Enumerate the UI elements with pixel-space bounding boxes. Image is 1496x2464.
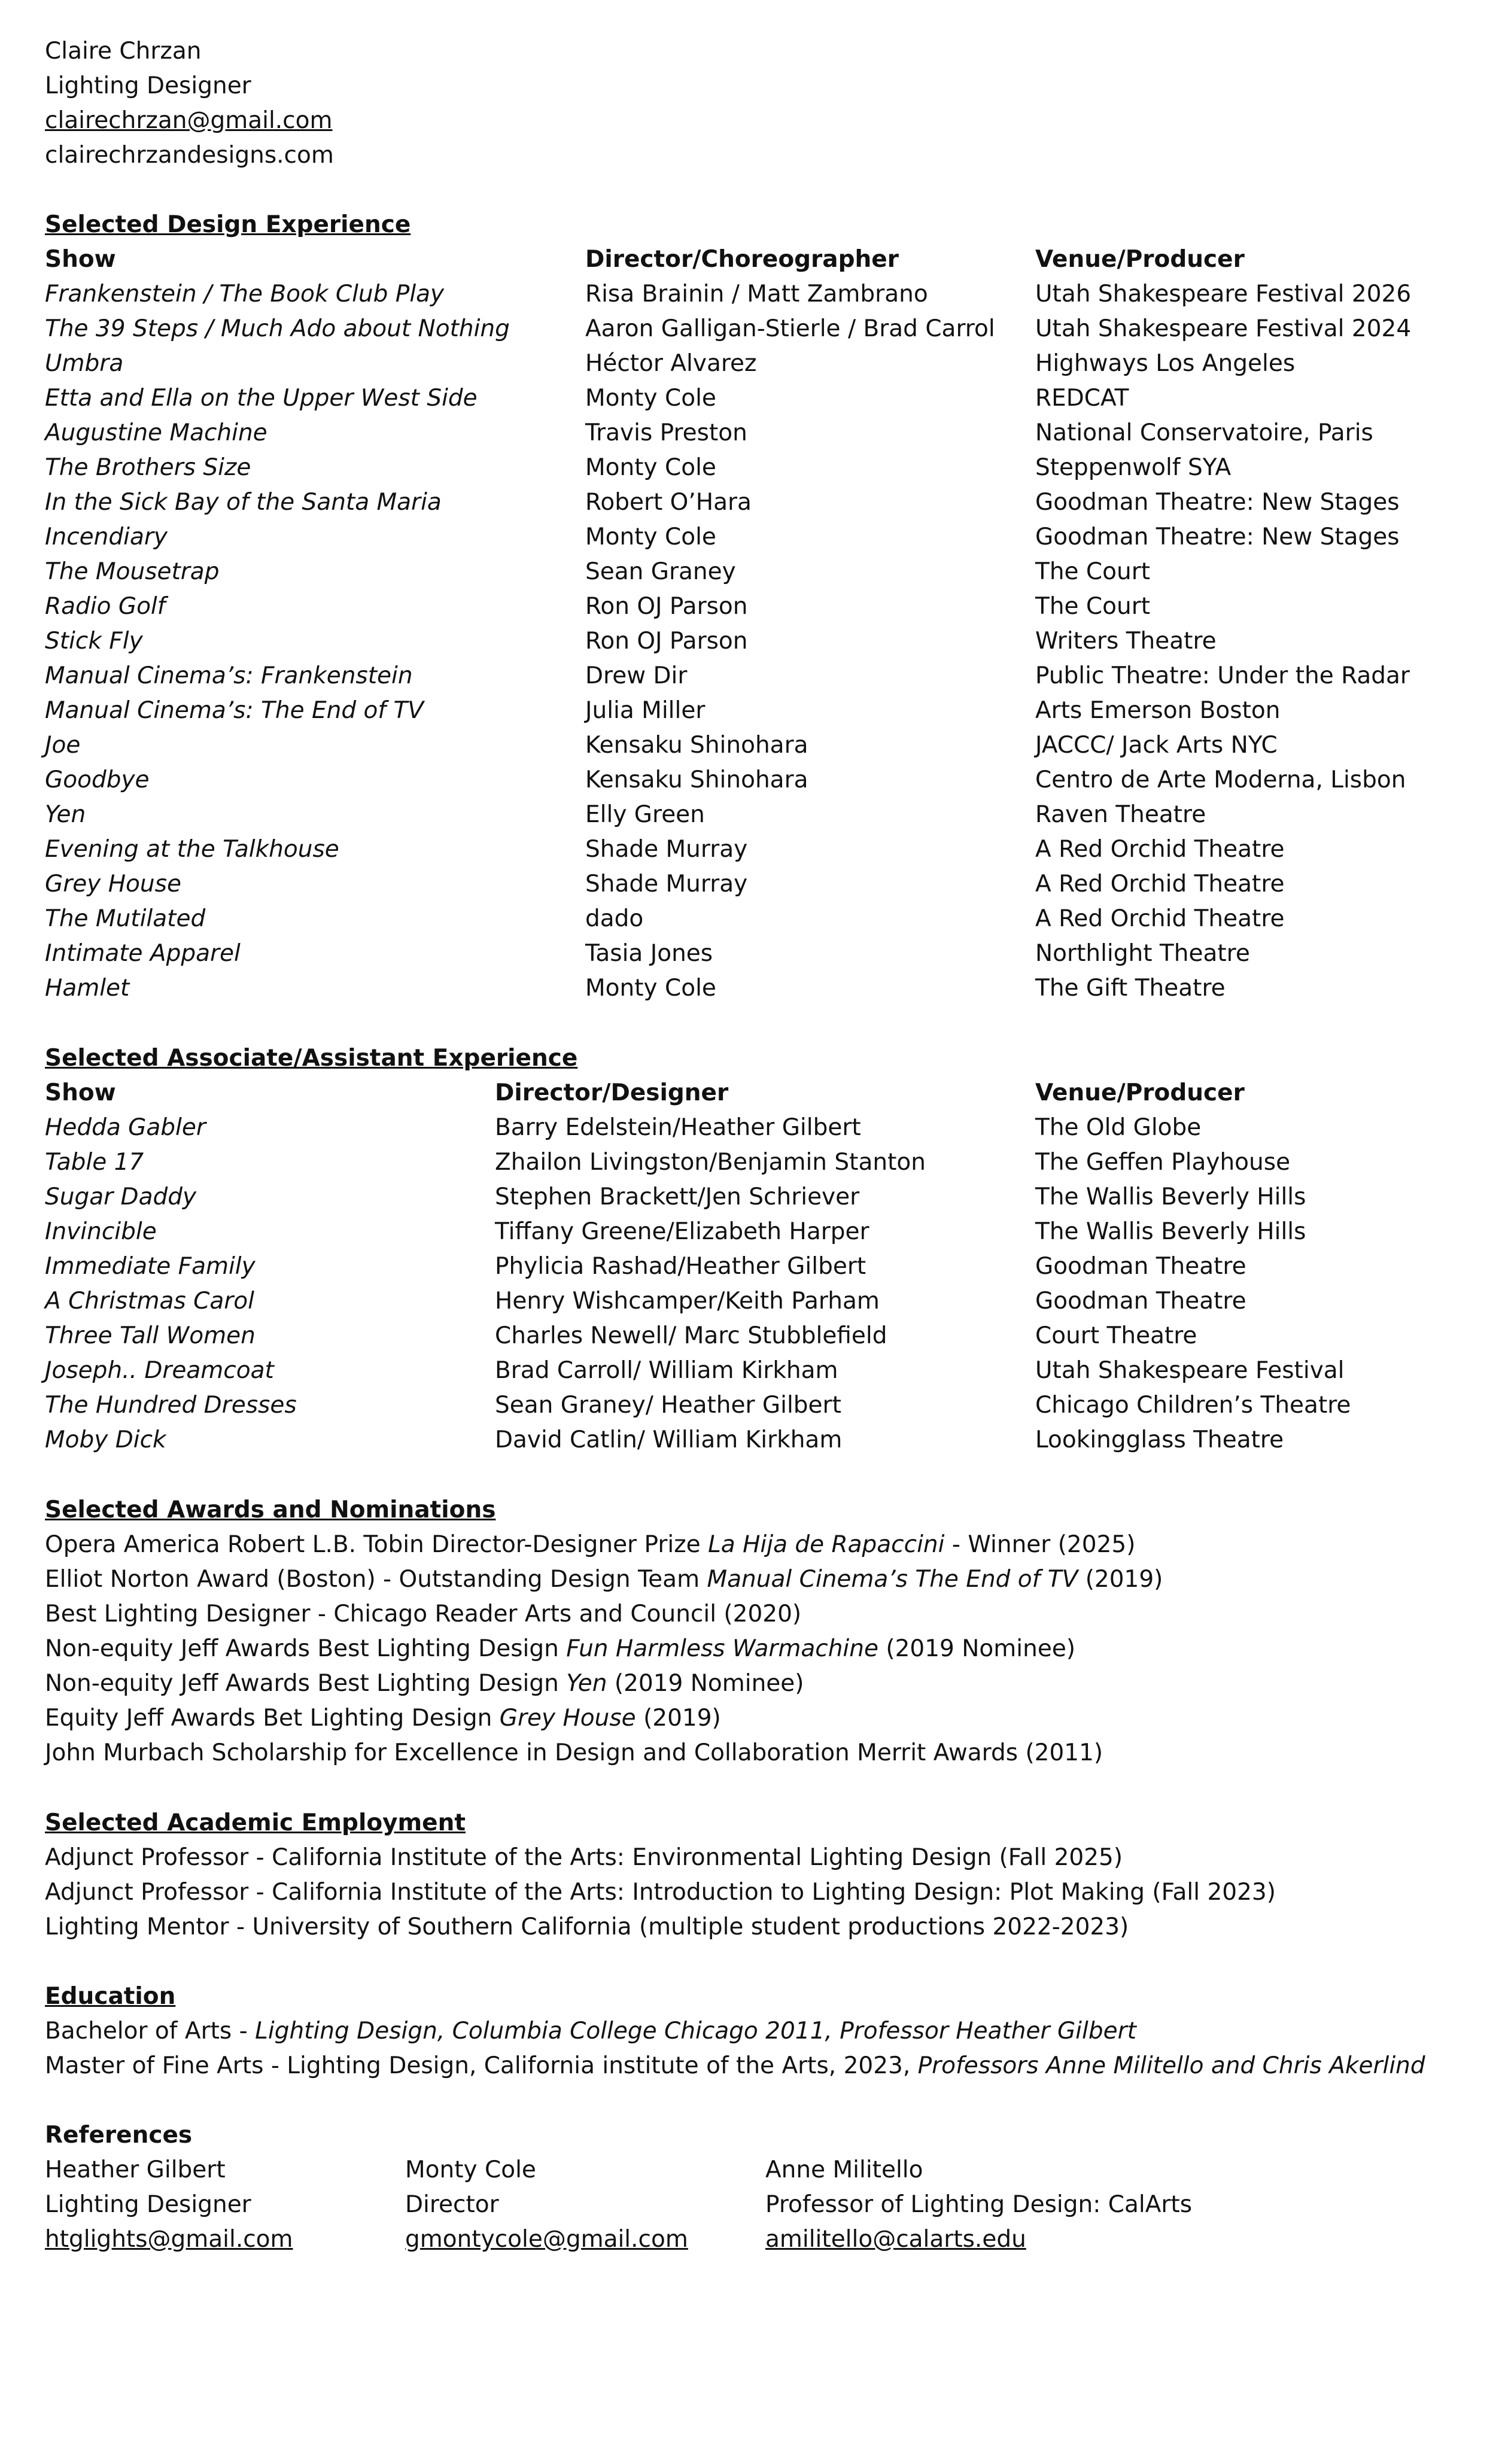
column-header-venue: Venue/Producer (1035, 1079, 1245, 1106)
director-cell: dado (585, 905, 644, 932)
table-row (0, 1423, 1496, 1458)
venue-cell: The Wallis Beverly Hills (1035, 1184, 1306, 1210)
show-cell: Goodbye (45, 766, 150, 793)
director-cell: Julia Miller (585, 697, 706, 724)
award-pre: Elliot Norton Award (Boston) - Outstanding Design Team (45, 1566, 707, 1593)
show-cell: Stick Fly (45, 628, 143, 655)
table-row (0, 589, 1496, 624)
venue-cell: Court Theatre (1035, 1322, 1197, 1349)
director-cell: Stephen Brackett/Jen Schriever (495, 1184, 860, 1210)
show-cell: The Hundred Dresses (45, 1392, 297, 1419)
award-item (45, 1666, 804, 1701)
show-cell: Manual Cinema’s: Frankenstein (45, 662, 413, 689)
venue-cell: Raven Theatre (1035, 801, 1206, 828)
table-row (0, 485, 1496, 520)
column-header-show: Show (45, 1079, 116, 1106)
academic-item: Adjunct Professor - California Institute of the Arts: Introduction to Lighting Design: Plot Making (Fall 2023) (45, 1879, 1276, 1906)
table-row (0, 971, 1496, 1006)
director-cell: Kensaku Shinohara (585, 766, 808, 793)
director-cell: Monty Cole (585, 524, 716, 550)
award-pre: Opera America Robert L.B. Tobin Director-Designer Prize (45, 1531, 709, 1558)
director-cell: Shade Murray (585, 836, 748, 863)
designer-role: Lighting Designer (45, 72, 251, 99)
table-row (0, 693, 1496, 728)
award-pre: Non-equity Jeff Awards Best Lighting Design (45, 1670, 567, 1697)
table-row (0, 867, 1496, 902)
reference-name: Monty Cole (405, 2156, 536, 2183)
show-cell: The Mutilated (45, 905, 206, 932)
academic-title: Selected Academic Employment (45, 1809, 466, 1836)
venue-cell: Highways Los Angeles (1035, 350, 1296, 377)
award-pre: Best Lighting Designer - Chicago Reader Arts and Council (2020) (45, 1601, 802, 1628)
award-post: (2019) (1078, 1566, 1163, 1593)
venue-cell: Northlight Theatre (1035, 940, 1250, 967)
award-item (45, 1528, 1135, 1562)
director-cell: Ron OJ Parson (585, 593, 748, 620)
venue-cell: JACCC/ Jack Arts NYC (1035, 732, 1278, 759)
table-row (0, 312, 1496, 346)
show-cell: Hamlet (45, 975, 130, 1002)
show-cell: The Mousetrap (45, 558, 220, 585)
design-experience-header (0, 242, 1496, 277)
award-post: (2019) (636, 1705, 721, 1732)
venue-cell: Chicago Children’s Theatre (1035, 1392, 1351, 1419)
show-cell: The 39 Steps / Much Ado about Nothing (45, 315, 510, 342)
table-row (0, 1111, 1496, 1145)
associate-experience-title: Selected Associate/Assistant Experience (45, 1045, 578, 1072)
reference-role: Professor of Lighting Design: CalArts (765, 2191, 1193, 2218)
director-cell: Aaron Galligan-Stierle / Brad Carrol (585, 315, 995, 342)
table-row (0, 1249, 1496, 1284)
venue-cell: The Old Globe (1035, 1114, 1202, 1141)
venue-cell: Writers Theatre (1035, 628, 1217, 655)
director-cell: Risa Brainin / Matt Zambrano (585, 281, 928, 308)
show-cell: Incendiary (45, 524, 168, 550)
table-row (0, 1215, 1496, 1249)
show-cell: A Christmas Carol (45, 1288, 254, 1315)
reference-email-link[interactable]: amilitello@calarts.edu (765, 2226, 1026, 2253)
reference-email-link[interactable]: gmontycole@gmail.com (405, 2226, 688, 2253)
award-item (45, 1597, 801, 1632)
email-link[interactable] (45, 104, 332, 138)
show-cell: Grey House (45, 871, 181, 898)
academic-item: Adjunct Professor - California Institute of the Arts: Environmental Lighting Design (Fall 2025) (45, 1844, 1123, 1871)
venue-cell: Centro de Arte Moderna, Lisbon (1035, 766, 1406, 793)
director-cell: Shade Murray (585, 871, 748, 898)
table-row (0, 346, 1496, 381)
show-cell: Invincible (45, 1218, 157, 1245)
award-work: Fun Harmless Warmachine (566, 1635, 878, 1662)
table-row (0, 520, 1496, 555)
show-cell: Immediate Family (45, 1253, 256, 1280)
show-cell: Joseph.. Dreamcoat (45, 1357, 274, 1384)
venue-cell: Public Theatre: Under the Radar (1035, 662, 1410, 689)
designer-name: Claire Chrzan (45, 38, 202, 65)
director-cell: Tiffany Greene/Elizabeth Harper (495, 1218, 869, 1245)
table-row (0, 416, 1496, 451)
director-cell: Drew Dir (585, 662, 688, 689)
award-item (45, 1562, 1163, 1597)
education-title: Education (45, 1983, 176, 2010)
table-row (0, 1284, 1496, 1319)
award-work: Yen (566, 1670, 607, 1697)
award-item (45, 1736, 1103, 1771)
director-cell: Tasia Jones (585, 940, 713, 967)
venue-cell: A Red Orchid Theatre (1035, 905, 1285, 932)
award-post: (2019 Nominee) (878, 1635, 1076, 1662)
reference-roles (0, 2188, 1496, 2222)
venue-cell: A Red Orchid Theatre (1035, 836, 1285, 863)
table-row (0, 1353, 1496, 1388)
email-link-text[interactable]: clairechrzan@gmail.com (45, 107, 333, 134)
table-row (0, 728, 1496, 763)
award-work: Grey House (499, 1705, 636, 1732)
show-cell: Joe (45, 732, 81, 759)
reference-name: Heather Gilbert (45, 2156, 226, 2183)
venue-cell: Goodman Theatre (1035, 1288, 1246, 1315)
venue-cell: Goodman Theatre: New Stages (1035, 489, 1400, 516)
table-row (0, 624, 1496, 659)
table-row (0, 902, 1496, 936)
venue-cell: The Court (1035, 593, 1151, 620)
reference-role: Lighting Designer (45, 2191, 251, 2218)
director-cell: Travis Preston (585, 419, 747, 446)
table-row (0, 659, 1496, 693)
show-cell: Three Tall Women (45, 1322, 256, 1349)
director-cell: Phylicia Rashad/Heather Gilbert (495, 1253, 866, 1280)
venue-cell: Steppenwolf SYA (1035, 454, 1232, 481)
column-header-director: Director/Choreographer (585, 246, 899, 273)
venue-cell: A Red Orchid Theatre (1035, 871, 1285, 898)
education-bachelor (45, 2014, 1136, 2049)
table-row (0, 451, 1496, 485)
table-row (0, 555, 1496, 589)
venue-cell: The Court (1035, 558, 1151, 585)
venue-cell: Utah Shakespeare Festival 2024 (1035, 315, 1412, 342)
show-cell: Hedda Gabler (45, 1114, 206, 1141)
reference-names (0, 2153, 1496, 2188)
director-cell: Zhailon Livingston/Benjamin Stanton (495, 1149, 926, 1176)
show-cell: Moby Dick (45, 1426, 166, 1453)
table-row (0, 1388, 1496, 1423)
degree-label: Bachelor of Arts - (45, 2018, 256, 2045)
award-work: La Hija de Rapaccini (708, 1531, 945, 1558)
venue-cell: National Conservatoire, Paris (1035, 419, 1373, 446)
show-cell: Table 17 (45, 1149, 144, 1176)
director-cell: David Catlin/ William Kirkham (495, 1426, 843, 1453)
director-cell: Charles Newell/ Marc Stubblefield (495, 1322, 887, 1349)
award-item (45, 1632, 1075, 1666)
table-row (0, 1145, 1496, 1180)
director-cell: Kensaku Shinohara (585, 732, 808, 759)
venue-cell: The Wallis Beverly Hills (1035, 1218, 1306, 1245)
director-cell: Brad Carroll/ William Kirkham (495, 1357, 838, 1384)
venue-cell: Utah Shakespeare Festival (1035, 1357, 1345, 1384)
director-cell: Robert O’Hara (585, 489, 752, 516)
column-header-designer: Director/Designer (495, 1079, 729, 1106)
table-row (0, 763, 1496, 798)
references-title: References (45, 2122, 193, 2149)
table-row (0, 381, 1496, 416)
director-cell: Héctor Alvarez (585, 350, 757, 377)
venue-cell: The Gift Theatre (1035, 975, 1226, 1002)
table-row (0, 277, 1496, 312)
show-cell: Augustine Machine (45, 419, 267, 446)
degree-detail: Lighting Design, Columbia College Chicago 2011, Professor Heather Gilbert (255, 2018, 1136, 2045)
table-row (0, 1180, 1496, 1215)
director-cell: Monty Cole (585, 385, 716, 412)
show-cell: Intimate Apparel (45, 940, 241, 967)
director-cell: Elly Green (585, 801, 705, 828)
director-cell: Sean Graney (585, 558, 736, 585)
reference-emails (0, 2222, 1496, 2257)
director-cell: Monty Cole (585, 454, 716, 481)
show-cell: Radio Golf (45, 593, 166, 620)
reference-role: Director (405, 2191, 499, 2218)
award-pre: Non-equity Jeff Awards Best Lighting Design (45, 1635, 567, 1662)
venue-cell: REDCAT (1035, 385, 1129, 412)
director-cell: Barry Edelstein/Heather Gilbert (495, 1114, 861, 1141)
venue-cell: Arts Emerson Boston (1035, 697, 1281, 724)
show-cell: Yen (45, 801, 86, 828)
award-pre: John Murbach Scholarship for Excellence in Design and Collaboration Merrit Awards (2011) (45, 1739, 1103, 1766)
award-pre: Equity Jeff Awards Bet Lighting Design (45, 1705, 500, 1732)
show-cell: Umbra (45, 350, 124, 377)
award-post: - Winner (2025) (944, 1531, 1136, 1558)
degree-detail: Professors Anne Militello and Chris Akerlind (917, 2052, 1425, 2079)
venue-cell: Goodman Theatre (1035, 1253, 1246, 1280)
education-master (45, 2049, 1425, 2083)
academic-item: Lighting Mentor - University of Southern California (multiple student productions 2022-2023) (45, 1914, 1129, 1940)
table-row (0, 1319, 1496, 1353)
website-text: clairechrzandesigns.com (45, 142, 334, 169)
awards-title: Selected Awards and Nominations (45, 1496, 496, 1523)
venue-cell: The Geffen Playhouse (1035, 1149, 1291, 1176)
show-cell: Etta and Ella on the Upper West Side (45, 385, 478, 412)
director-cell: Henry Wishcamper/Keith Parham (495, 1288, 880, 1315)
design-experience-title: Selected Design Experience (45, 211, 411, 238)
show-cell: The Brothers Size (45, 454, 251, 481)
award-item (45, 1701, 721, 1736)
venue-cell: Lookingglass Theatre (1035, 1426, 1284, 1453)
degree-label: Master of Fine Arts - Lighting Design, California institute of the Arts, 2023, (45, 2052, 918, 2079)
venue-cell: Utah Shakespeare Festival 2026 (1035, 281, 1412, 308)
director-cell: Sean Graney/ Heather Gilbert (495, 1392, 841, 1419)
column-header-show: Show (45, 246, 116, 273)
venue-cell: Goodman Theatre: New Stages (1035, 524, 1400, 550)
show-cell: Manual Cinema’s: The End of TV (45, 697, 424, 724)
table-row (0, 936, 1496, 971)
table-row (0, 832, 1496, 867)
show-cell: Evening at the Talkhouse (45, 836, 339, 863)
reference-name: Anne Militello (765, 2156, 923, 2183)
show-cell: Sugar Daddy (45, 1184, 197, 1210)
associate-experience-header (0, 1076, 1496, 1111)
director-cell: Ron OJ Parson (585, 628, 748, 655)
reference-email-link[interactable]: htglights@gmail.com (45, 2226, 293, 2253)
director-cell: Monty Cole (585, 975, 716, 1002)
award-post: (2019 Nominee) (607, 1670, 804, 1697)
award-work: Manual Cinema’s The End of TV (707, 1566, 1078, 1593)
table-row (0, 798, 1496, 832)
show-cell: Frankenstein / The Book Club Play (45, 281, 445, 308)
column-header-venue: Venue/Producer (1035, 246, 1245, 273)
show-cell: In the Sick Bay of the Santa Maria (45, 489, 442, 516)
